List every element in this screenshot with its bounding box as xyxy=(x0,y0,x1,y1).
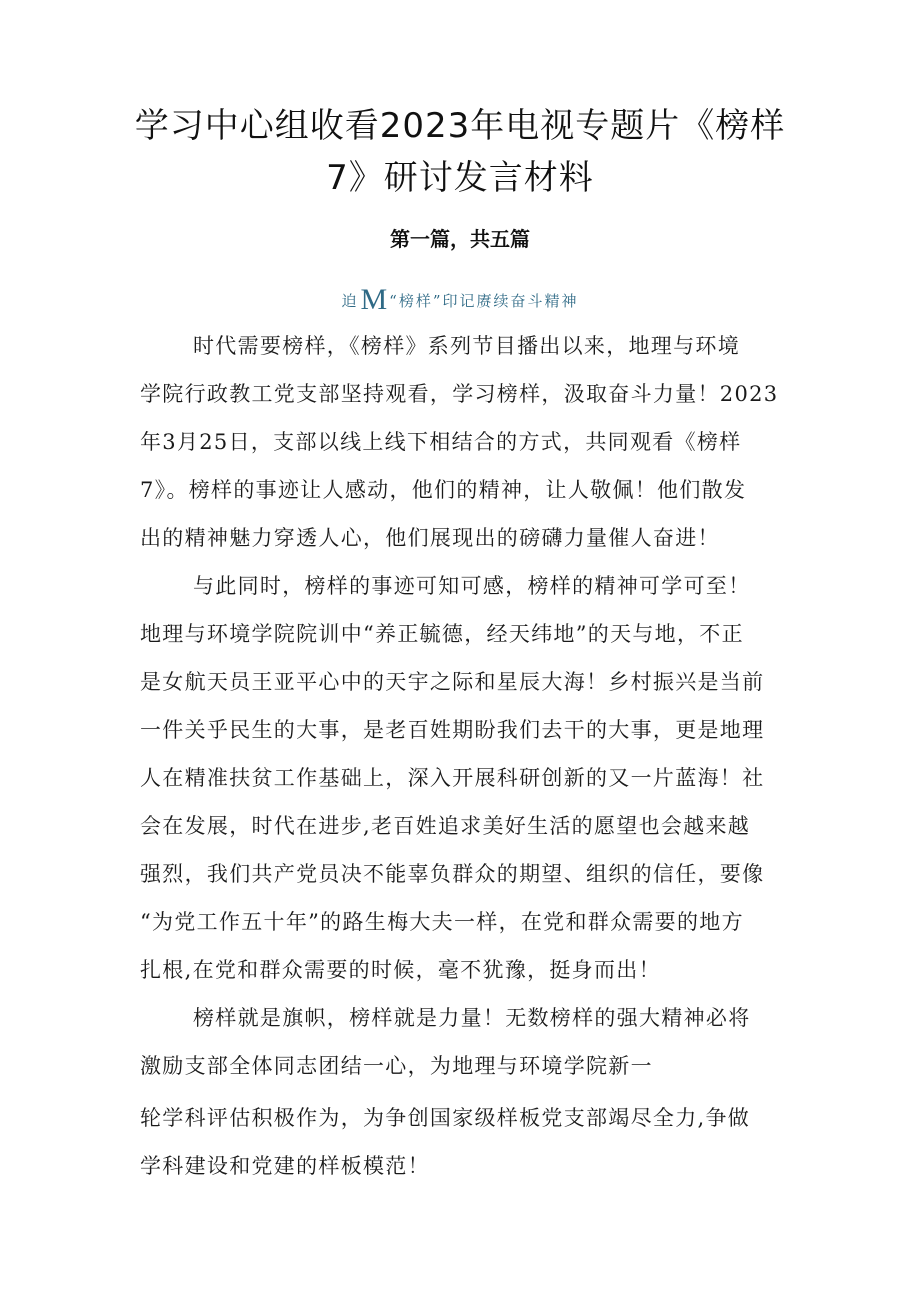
body-line: 是女航天员王亚平心中的天宇之际和星辰大海！乡村振兴是当前 xyxy=(140,670,765,694)
body-line: 轮学科评估积极作为，为争创国家级样板党支部竭尽全力,争做 xyxy=(140,1106,751,1130)
document-title-line-1: 学习中心组收看2023年电视专题片《榜样 xyxy=(134,106,786,146)
body-line: 时代需要榜样，《榜样》系列节目播出以来，地理与环境 xyxy=(193,334,740,358)
body-line: 年3月25日，支部以线上线下相结合的方式，共同观看《榜样 xyxy=(140,430,742,454)
body-line: 出的精神魅力穿透人心，他们展现出的磅礴力量催人奋进！ xyxy=(140,526,720,550)
body-line: 与此同时，榜样的事迹可知可感，榜样的精神可学可至！ xyxy=(193,574,751,598)
body-line: 地理与环境学院院训中“养正毓德，经天纬地”的天与地，不正 xyxy=(140,622,744,646)
document-subtitle: 第一篇，共五篇 xyxy=(390,227,530,251)
body-line: 学院行政教工党支部坚持观看，学习榜样，汲取奋斗力量！2023 xyxy=(140,382,779,406)
section-heading-suffix: “榜样”印记赓续奋斗精神 xyxy=(389,292,579,310)
body-line: 会在发展，时代在进步,老百姓追求美好生活的愿望也会越来越 xyxy=(140,814,751,838)
document-title-line-2: 7》研讨发言材料 xyxy=(326,158,594,198)
body-line: 人在精准扶贫工作基础上，深入开展科研创新的又一片蓝海！社 xyxy=(140,766,765,790)
body-line: 7》。榜样的事迹让人感动，他们的精神，让人敬佩！他们散发 xyxy=(140,478,747,502)
body-line: “为党工作五十年”的路生梅大夫一样，在党和群众需要的地方 xyxy=(140,910,744,934)
body-line: 学科建设和党建的样板模范！ xyxy=(140,1154,430,1178)
body-line: 一件关乎民生的大事，是老百姓期盼我们去干的大事，更是地理 xyxy=(140,718,765,742)
section-heading-prefix: 迫 xyxy=(341,292,359,310)
body-line: 强烈，我们共产党员决不能辜负群众的期望、组织的信任，要像 xyxy=(140,862,765,886)
body-line: 激励支部全体同志团结一心，为地理与环境学院新一 xyxy=(140,1054,653,1078)
body-line: 榜样就是旗帜，榜样就是力量！无数榜样的强大精神必将 xyxy=(193,1006,751,1030)
section-heading xyxy=(0,283,920,317)
section-heading-big-letter: M xyxy=(360,283,388,316)
body-line: 扎根,在党和群众需要的时候，毫不犹豫，挺身而出！ xyxy=(140,958,661,982)
